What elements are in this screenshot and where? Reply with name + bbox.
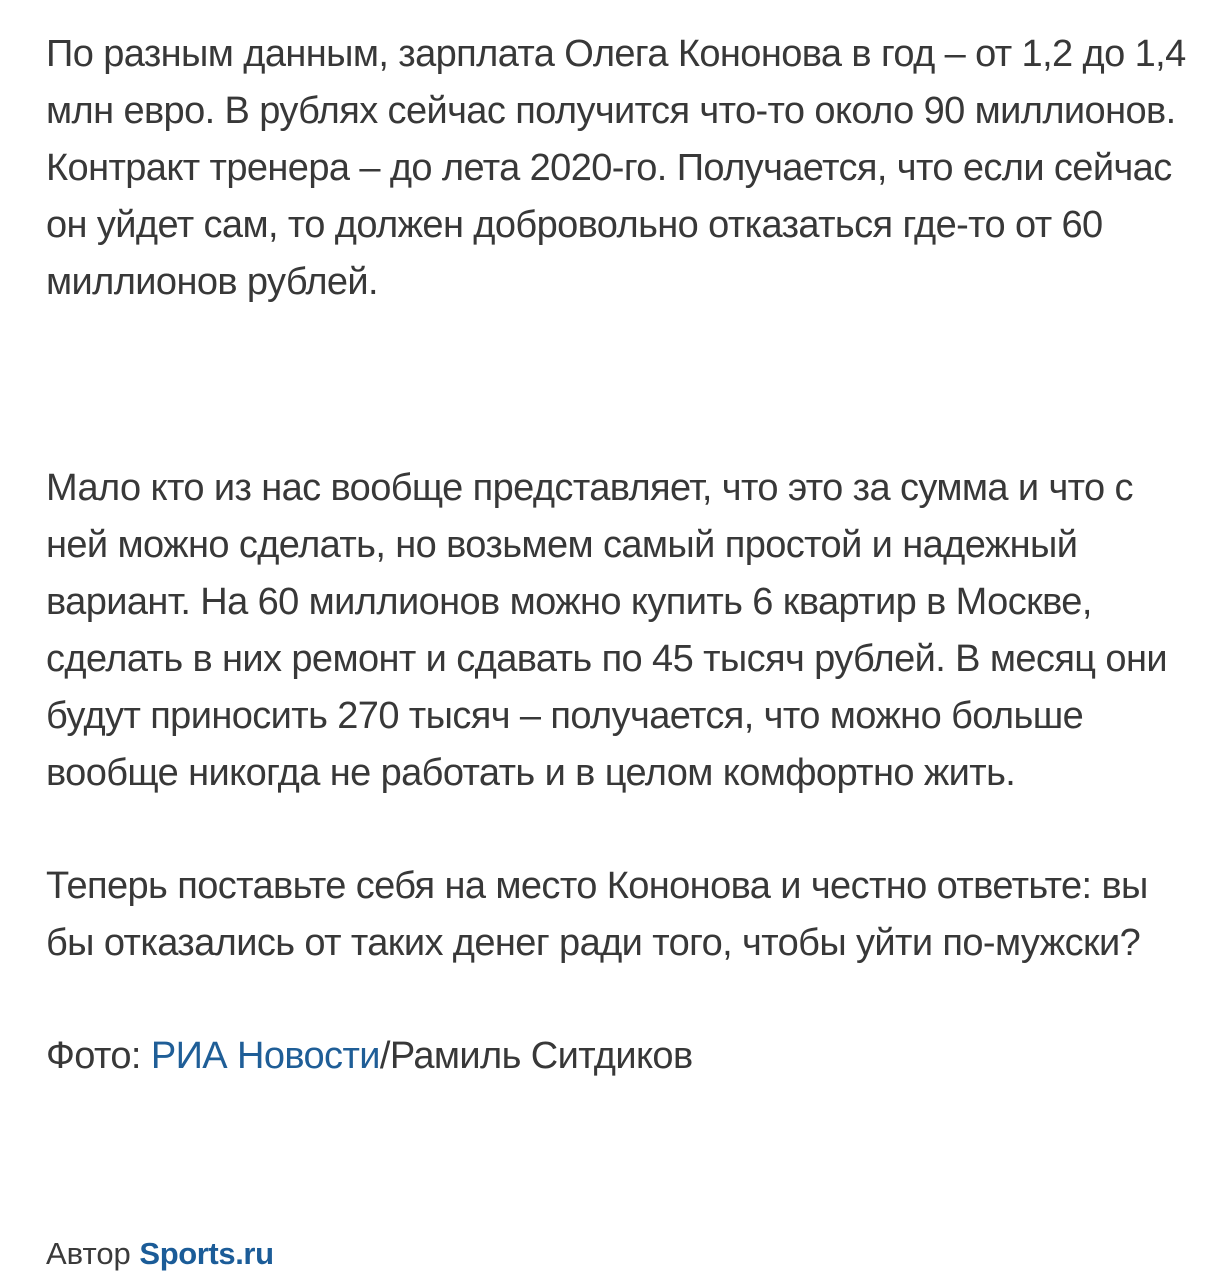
photo-credit bbox=[46, 1028, 1186, 1085]
author-line bbox=[46, 1232, 274, 1276]
author-label: Автор bbox=[46, 1236, 140, 1271]
author-brand-link[interactable]: Sports.ru bbox=[139, 1236, 274, 1271]
article-paragraph-2: Мало кто из нас вообще представляет, что это за сумма и что с ней можно сделать, но возьмем самый простой и надежный вариант. На 60 миллионов можно купить 6 квартир в Москве, сделать в них ремонт и сдавать по 45 тысяч рублей. В месяц они будут приносить 270 тысяч – получается, что можно больше вообще никогда не работать и в целом комфортно жить. bbox=[46, 467, 1167, 794]
article-paragraph-1: По разным данным, зарплата Олега Кононова в год – от 1,2 до 1,4 млн евро. В рублях сейчас получится что-то около 90 миллионов. Контракт тренера – до лета 2020-го. Получается, что если сейчас он уйдет сам, то должен добровольно отказаться где-то от 60 миллионов рублей. bbox=[46, 33, 1186, 303]
photo-credit-photographer: /Рамиль Ситдиков bbox=[379, 1035, 693, 1077]
photo-credit-prefix: Фото: bbox=[46, 1035, 151, 1077]
article-body bbox=[46, 26, 1186, 1085]
article-paragraph-3: Теперь поставьте себя на место Кононова и честно ответьте: вы бы отказались от таких денег ради того, чтобы уйти по-мужски? bbox=[46, 865, 1148, 964]
photo-source-link[interactable]: РИА Новости bbox=[150, 1035, 380, 1077]
